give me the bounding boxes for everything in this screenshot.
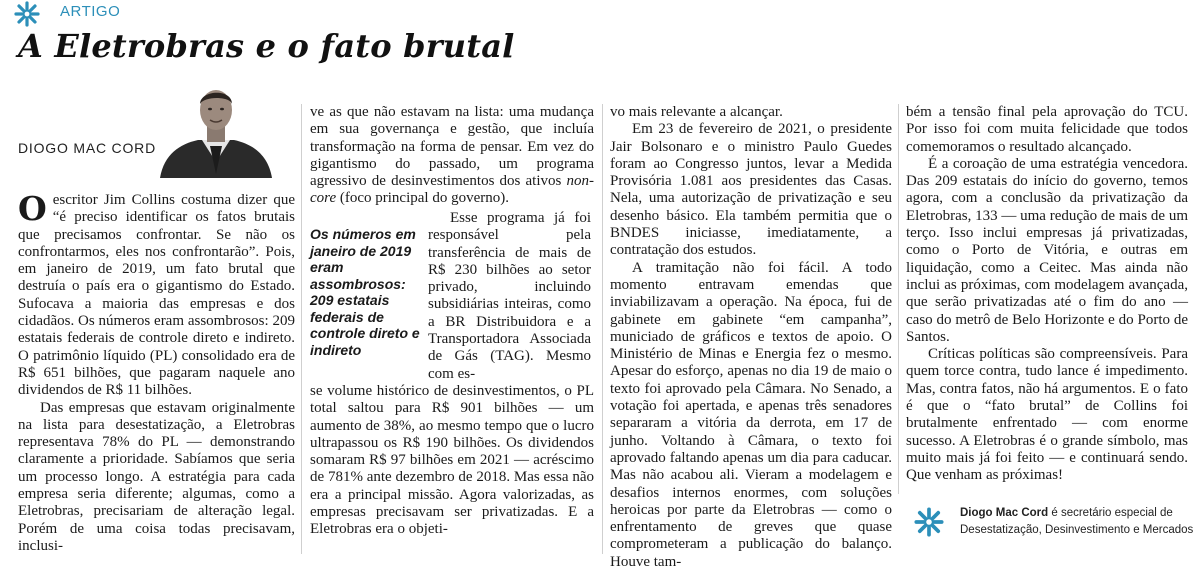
bio-name: Diogo Mac Cord xyxy=(960,507,1049,519)
asterisk-icon xyxy=(14,1,40,27)
column-divider xyxy=(898,104,899,494)
article-column-2-top xyxy=(310,104,594,208)
pull-quote: Os números em janeiro de 2019 eram assombrosos: 209 estatais federais de controle direto e indireto xyxy=(310,226,420,358)
paragraph-text: ve as que não estavam na lista: uma mudança em sua governança e gestão, que incluía transformação na forma de pensar. Em vez do gigantismo do passado, um programa agressivo de desinvestimentos dos ativos xyxy=(310,104,594,190)
column-divider xyxy=(301,104,302,554)
paragraph: Em 23 de fevereiro de 2021, o presidente Jair Bolsonaro e o ministro Paulo Guedes foram ao Congresso juntos, levar a Medida Provisória 1.081 aos presidentes das Casas. Nela, uma autorização de privatização e seu desenho básico. Ela também permitia que o BNDES iniciasse, imediatamente, a contratação dos estudos. xyxy=(610,121,892,259)
section-label: ARTIGO xyxy=(60,3,121,20)
paragraph: Críticas políticas são compreensíveis. Para quem torce contra, tudo lance é impedimento. Mas, contra fatos, não há argumentos. E o fato é que o “fato brutal” de Collins foi brutalmente enfrentado — com enorme sucesso. A Eletrobras é o grande símbolo, mas muito mais já foi feito — e continuará sendo. Que venham as próximas! xyxy=(906,346,1188,484)
paragraph: A tramitação não foi fácil. A todo momento entravam emendas que inviabilizavam a operação. Na época, fui de gabinete em gabinete “em campanha”, municiado de gráficos e textos de apoio. O Ministério de Minas e Energia fez o mesmo. Apesar do esforço, apenas no dia 19 de maio o texto foi aprovado pela Câmara. No Senado, a votação foi apertada, e apenas três senadores separaram a vitória da derrota, em 17 de junho. Voltando à Câmara, o texto foi aprovado faltando apenas um dia para caducar. Mas não acabou ali. Vieram a modelagem e desafios internos enormes, com soluções heroicas por parte da Eletrobras — como o enfrentamento de greves que quase comprometeram a publicação do balanço. Houve tam- xyxy=(610,259,892,570)
bio-text: é secretário especial de Desestatização, Desinvestimento e Mercados xyxy=(960,507,1194,536)
author-bio xyxy=(960,505,1196,539)
emphasis-text: non-core xyxy=(310,173,594,207)
drop-cap: O xyxy=(18,189,47,228)
asterisk-icon xyxy=(914,507,944,537)
paragraph: vo mais relevante a alcançar. xyxy=(610,104,783,120)
article-column-1 xyxy=(18,189,295,555)
author-photo xyxy=(150,82,282,178)
article-column-2-bottom xyxy=(310,383,594,539)
article-column-3 xyxy=(610,104,892,571)
paragraph: bém a tensão final pela aprovação do TCU. Por isso foi com muita felicidade que todos comemoramos o resultado alcançado. xyxy=(906,104,1188,155)
column-divider xyxy=(602,104,603,554)
page-header xyxy=(0,0,1200,26)
article-title: A Eletrobras e o fato brutal xyxy=(18,27,515,65)
article-column-2-narrow xyxy=(428,210,591,383)
paragraph: É a coroação de uma estratégia vencedora. Das 209 estatais do início do governo, temos agora, com a conclusão da privatização da Eletrobras, 133 — uma redução de mais de um terço. Isso inclui empresas já privatizadas, como o Porto de Vitória, e outras em liquidação, como a Ceitec. Mas ainda não inclui as próximas, com modelagem avançada, que serão privatizadas até o fim do ano — caso do metrô de Belo Horizonte e do Porto de Santos. xyxy=(906,155,1188,345)
paragraph-text: escritor Jim Collins costuma dizer que “é preciso identificar os fatos brutais que precisamos confrontar. Se não os confrontarmos, eles nos confrontarão”. Pois, em janeiro de 2019, um fato brutal que destruía o país era o gigantismo do Estado. Sufocava a maioria das empresas e dos cidadãos. Os números eram assombrosos: 209 estatais federais de controle direto e indireto. O patrimônio líquido (PL) consolidado era de R$ 651 bilhões, que pagaram naquele ano dividendos de R$ 11 bilhões. xyxy=(18,192,295,399)
paragraph: Das empresas que estavam originalmente na lista para desestatização, a Eletrobras representava 78% do PL — demonstrando claramente a prioridade. Sabíamos que seria um processo longo. A estratégia para cada empresa seria diferente; algumas, como a Eletrobras, precisariam de alteração legal. Porém de uma coisa todas precisavam, inclusi- xyxy=(18,399,295,554)
author-name: DIOGO MAC CORD xyxy=(18,140,156,156)
article-column-4 xyxy=(906,104,1188,485)
paragraph: se volume histórico de desinvestimentos, o PL total saltou para R$ 901 bilhões — um aumento de 38%, ao mesmo tempo que o lucro ultrapassou os R$ 190 bilhões. Os dividendos somaram R$ 97 bilhões em 2021 — acréscimo de 781% ante dezembro de 2018. Mas essa não era a principal missão. Agora valorizadas, as empresas precisavam ser privatizadas. E a Eletrobras era o objeti- xyxy=(310,383,594,538)
paragraph: Esse programa já foi responsável pela transferência de mais de R$ 230 bilhões ao setor privado, incluindo subsidiárias inteiras, como a BR Distribuidora e a Transportadora Associada de Gás (TAG). Mesmo com es- xyxy=(428,210,591,382)
paragraph xyxy=(18,189,295,400)
paragraph-text: (foco principal do governo). xyxy=(336,190,509,207)
paragraph xyxy=(310,104,594,208)
